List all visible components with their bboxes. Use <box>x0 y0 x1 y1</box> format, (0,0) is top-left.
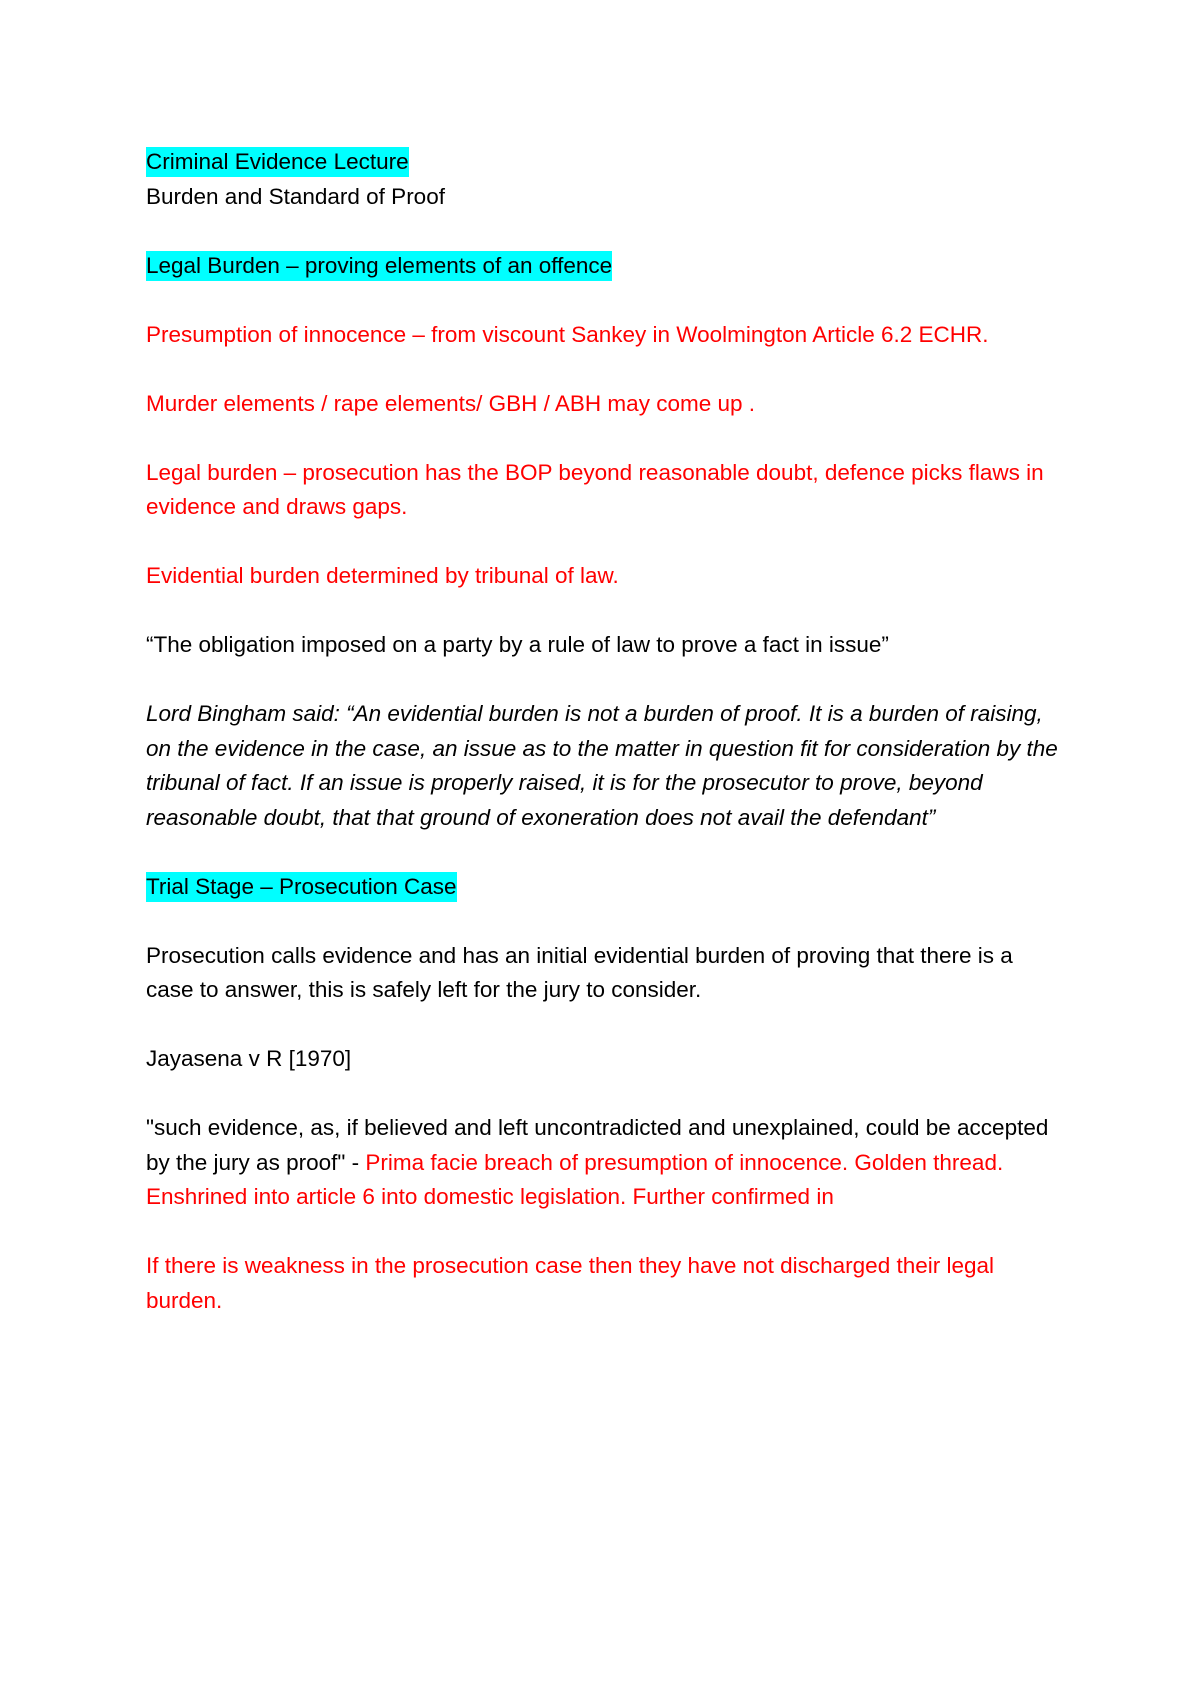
jayasena-comment: Prima facie breach of presumption of innocence. Golden thread. Enshrined into article 6 into domestic legislation. Further confirmed in <box>146 1149 1004 1209</box>
lecture-subtitle: Burden and Standard of Proof <box>146 183 445 209</box>
document-page <box>146 145 1066 1353</box>
murder-elements-note: Murder elements / rape elements/ GBH / ABH may come up . <box>146 390 755 416</box>
bingham-quote: Lord Bingham said: “An evidential burden is not a burden of proof. It is a burden of raising, on the evidence in the case, an issue as to the matter in question fit for consideration by the tribunal of fact. If an issue is properly raised, it is for the prosecutor to prove, beyond reasonable doubt, that that ground of exoneration does not avail the defendant” <box>146 701 1058 830</box>
lecture-title-text: Criminal Evidence Lecture <box>146 147 409 177</box>
presumption-note: Presumption of innocence – from viscount Sankey in Woolmington Article 6.2 ECHR. <box>146 321 989 347</box>
weakness-note: If there is weakness in the prosecution case then they have not discharged their legal burden. <box>146 1253 995 1313</box>
heading-trial-stage <box>146 870 1066 905</box>
heading-legal-burden <box>146 249 1066 284</box>
heading-trial-stage-text: Trial Stage – Prosecution Case <box>146 872 457 902</box>
evidential-burden-note: Evidential burden determined by tribunal of law. <box>146 563 619 588</box>
case-citation: Jayasena v R [1970] <box>146 1046 352 1071</box>
prosecution-calls-note: Prosecution calls evidence and has an initial evidential burden of proving that there is a case to answer, this is safely left for the jury to consider. <box>146 942 1013 1002</box>
jayasena-paragraph <box>146 1111 1066 1215</box>
heading-legal-burden-text: Legal Burden – proving elements of an offence <box>146 251 612 281</box>
lecture-title <box>146 145 1066 180</box>
legal-burden-note: Legal burden – prosecution has the BOP beyond reasonable doubt, defence picks flaws in evidence and draws gaps. <box>146 459 1044 519</box>
jayasena-quote: "such evidence, as, if believed and left uncontradicted and unexplained, could be accepted by the jury as proof" - <box>146 1115 1049 1175</box>
obligation-quote: “The obligation imposed on a party by a rule of law to prove a fact in issue” <box>146 632 889 657</box>
